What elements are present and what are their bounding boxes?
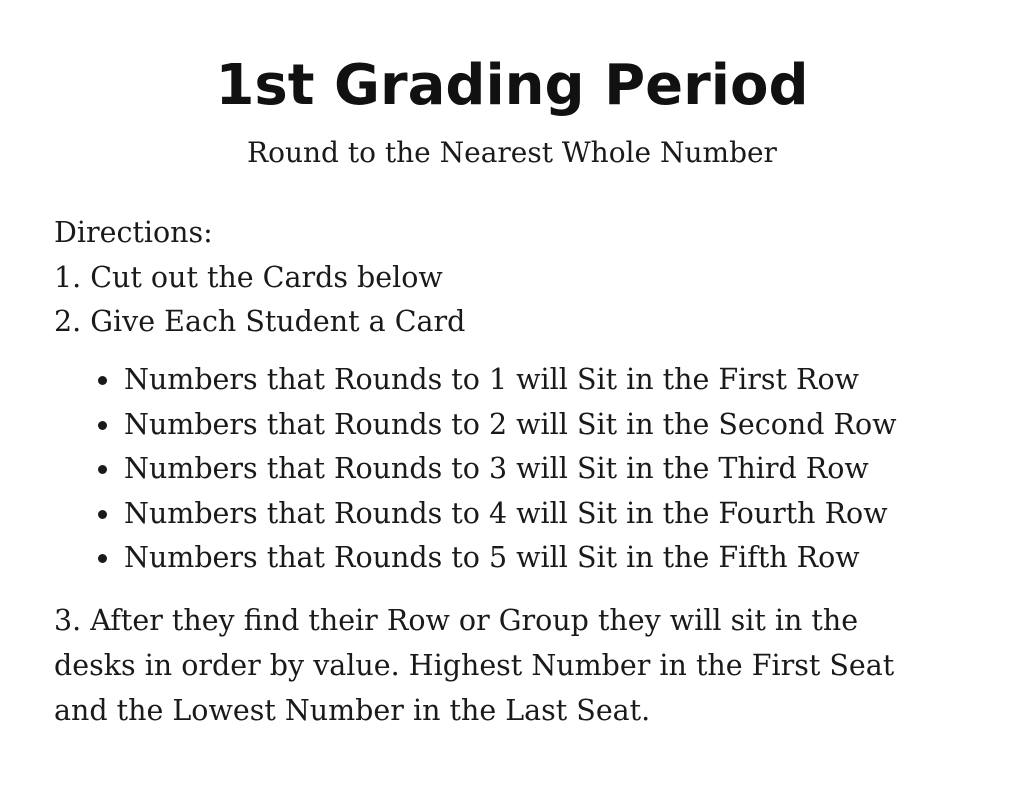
list-item	[96, 358, 897, 403]
list-item-text: Numbers that Rounds to 2 will Sit in the Second Row	[124, 407, 897, 441]
bullet-icon	[98, 421, 107, 430]
page-subtitle: Round to the Nearest Whole Number	[247, 136, 777, 169]
list-item	[96, 536, 897, 581]
step-3-line: desks in order by value. Highest Number in the First Seat	[54, 649, 895, 682]
direction-step-2: 2. Give Each Student a Card	[54, 305, 466, 338]
list-item-text: Numbers that Rounds to 4 will Sit in the Fourth Row	[124, 496, 888, 530]
page-title: 1st Grading Period	[215, 53, 809, 118]
bullet-icon	[98, 465, 107, 474]
list-item-text: Numbers that Rounds to 1 will Sit in the First Row	[124, 363, 860, 396]
bullet-icon	[98, 376, 107, 385]
bullet-icon	[98, 554, 107, 563]
list-item	[96, 403, 897, 448]
list-item-text: Numbers that Rounds to 3 will Sit in the Third Row	[124, 452, 869, 485]
direction-step-1: 1. Cut out the Cards below	[54, 261, 443, 294]
list-item	[96, 492, 897, 537]
list-item	[96, 447, 897, 492]
directions-label: Directions:	[54, 216, 213, 249]
bullet-icon	[98, 510, 107, 519]
direction-step-3	[54, 598, 994, 733]
row-assignment-list	[96, 358, 897, 581]
step-3-line: and the Lowest Number in the Last Seat.	[54, 694, 651, 727]
step-3-line: 3. After they find their Row or Group they will sit in the	[54, 604, 859, 637]
list-item-text: Numbers that Rounds to 5 will Sit in the Fifth Row	[124, 541, 860, 574]
